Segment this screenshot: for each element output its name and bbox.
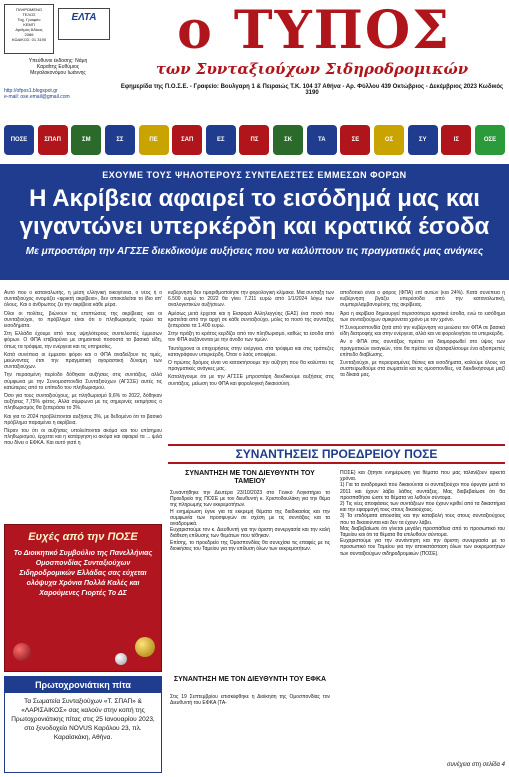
paragraph: αποδοτικό είναι ο φόρος (ΦΠΑ) επί αυτών (και 24%). Κατά συνέπεια η κυβέρνηση βγάζει υπερέσοδα από την καταναλωτική, συμπεριλαμβανομένης της ακρίβειας. [340,290,505,309]
union-logo-icon: ΣΕ [340,125,370,155]
paragraph: 1) Για τα αναδρομικά που δικαιούνται οι συνταξιούχοι που έφυγαν μετά το 2011 και έχουν λάβει λάθος συντάξεις. Μας διαβεβαίωσε ότι θα προσπαθήσει ώστε τα θέματα να λυθούν σύντομα. [340,482,505,501]
paragraph: Αυτό που ο καταναλωτής, η μέση ελληνική οικογένεια, ο νέος ή ο συνταξιούχος ονομάζει «φρικτή ακρίβεια», δεν αποκαλείται το ίδιο απ' όλους. Και ο άνθρωπος ζει την ακρίβεια κάθε μέρα. [4,290,162,309]
article-column-1 [4,290,162,520]
paragraph: Επίσης, το προεδρείο της Ομοσπονδίας θα συνεχίσει τις επαφές με τις διοικήσεις του Ταμείου για την επίλυση όλων των εκκρεμοτήτων. [170,539,330,552]
elta-stamp [58,8,110,40]
paragraph: κυβέρνηση δεν τιμαριθμοποίησε την φορολογική κλίμακα. Μια συνταξη των 6.500 ευρώ το 2022 θα γίνει 7.211 ευρώ από 1/1/2024 λόγω των αναλογιστικών αυξήσεων. [168,290,334,309]
union-logos-strip [4,122,505,158]
stamp-line: 2086 [24,32,34,37]
contacts-block [4,88,112,100]
stamp-line: ΚΩΔΙΚΟΣ: 01 3190 [11,37,47,42]
paragraph: Ευχαριστούμε για την συνάντηση και την άριστη συνεργασία με το προσωπικό του Ταμείου για την αποκατάσταση όλων των εκκρεμοτήτων των συνταξιούχων σιδηροδρομικών (ΠΟΣΕ). [340,538,505,557]
paragraph: Στην πράξη το κράτος κερδίζει από τον πληθωρισμό, καθώς τα έσοδα από τον ΦΠΑ αυξάνονται με την άνοδο των τιμών. [168,331,334,344]
union-logo-icon: ΟΣ [374,125,404,155]
greetings-title: Ευχές από την ΠΟΣΕ [28,531,138,543]
article-column-2 [168,290,334,420]
new-year-pie-box [4,676,162,773]
union-logo-icon: ΟΣΕ [475,125,505,155]
paragraph: Συναντήθηκε την Δευτέρα 23/10/2023 στο Γενικό Λογιστήριο το Προεδρείο της ΠΟΣΕ με τον διευθυντή κ. Χριστοδουλάκη για την θέμα της πληρωμής των εκκρεμοτήτων. [170,490,330,509]
union-logo-icon: ΤΑ [307,125,337,155]
meeting-1-text [170,490,330,675]
paragraph: Κατά συνέπεια οι έμμεσοι φόροι και ο ΦΠΑ αναδείζουν τις τιμές, μειώνοντας έτσι την πραγματική αγοραστική δύναμη των συνταξιούχων. [4,351,162,371]
headline-band [0,164,509,280]
headline-kicker: ΕΧΟΥΜΕ ΤΟΥΣ ΨΗΛΟΤΕΡΟΥΣ ΣΥΝΤΕΛΕΣΤΕΣ ΕΜΜΕΣΩΝ ΦΟΡΩΝ [102,170,407,180]
paragraph: Στις 19 Σεπτεμβρίου επισκέφθηκε η Διοίκηση της Ομοσπονδίας τον Διευθυντή του ΕΦΚΑ (ΤΑ- [170,694,330,707]
paragraph: Όσο για τους συνταξιούχους, με πληθωρισμό 9,6% το 2022, δόθηκαν αυξήσεις 7,75% φέτος. Αλλά σύμφωνα με τις σημερινές εκτιμήσεις ο πληθωρισμός θα ξεπεράσει το 3%. [4,393,162,412]
union-logo-icon: ΣΑΠ [172,125,202,155]
paragraph: Όλοι οι πολίτες, βιώνουν τις επιπτώσεις της ακρίβειας και οι συνταξιούχοι, το πρόβλημα είναι ότι ο πληθωρισμός τρώει τα εισοδήματα. [4,310,162,330]
stamp-line: ΤΕΛΟΣ [22,12,36,17]
meeting-2-text [170,694,330,754]
headline-deck: Με μπροστάρη την ΑΓΣΣΕ διεκδικούμε αυξήσεις που να καλύπτουν τις πραγματικές μας ανάγκες [25,246,484,257]
stamp-line: ΚΕΜΠ [23,22,35,27]
stamp-line: Αριθμός Άδειας [15,27,43,32]
paragraph: Ταυτόχρονα οι επιχειρήσεις στην ενέργεια, στα τρόφιμα και στις τράπεζες καταγράφουν υπερκέρδη. Όταν ο λαός υποφέρει. [168,345,334,358]
paragraph: Στη Ελλάδα έχουμε από τους υψηλότερους συντελεστές έμμεσων φόρων. Ο ΦΠΑ επιβαρύνει με σημαντικά ποσοστά τα βασικά είδη, όπως τα τρόφιμα, την ενέργεια και τις υπηρεσίες. [4,331,162,350]
paragraph: Η ενημέρωση έγινε για τα εκκρεμή θέματα της διαδικασίας και την συμφωνία των προσφυγών σε σχέση με τις συντάξεις και τα αναδρομικά. [170,508,330,528]
ornament-icon [13,643,31,661]
meeting-text-column [340,470,505,750]
paragraph: Πέραν του ότι οι αυξήσεις υπολείπονται ακόμα και του επίσημου πληθωρισμού, έρχεται και η κατάργηση κι ακόμα και αφαιρεί τα ... ψιλά που δίνει ο ΕΦΚΑ. Και αυτό γιατί η [4,428,162,447]
editor-line: Μεγαλοκονόμου Ιωάννης [30,70,86,76]
paragraph: Άρα η ακρίβεια δημιουργεί περισσότερα κρατικά έσοδα, ενώ το εισόδημα των συνταξιούχων σμικρύνεται χρόνο με τον χρόνο. [340,310,505,323]
paragraph: Η Συνομοσπονδία ζητά από την κυβέρνηση να μειώσει τον ΦΠΑ σε βασικά είδη διατροφής και στην ενέργεια, αλλά και να φορολογήσει τα υπερκέρδη. [340,325,505,338]
paragraph: Την περασμένη περίοδο δόθηκαν αυξήσεις στις συντάξεις, αλλά σύμφωνα με την Συνομοσπονδία Συνταξιούχων (ΑΓΣΣΕ) αυτές τις κατώτερες από το επίπεδο του πληθωρισμού. [4,372,162,391]
greetings-box [4,524,162,672]
ornament-icon [115,653,127,665]
contact-line: http://ofpos1.blogspot.gr [4,88,58,94]
masthead [0,0,509,117]
union-logo-icon: ΙΣ [441,125,471,155]
paragraph: ΠΟΣΕ) και ζήτησε ενημέρωση για θέματα που μας ταλανίζουν αρκετά χρόνια. [340,470,505,483]
newspaper-title: ο ΤΥΠΟΣ [177,0,451,61]
paragraph: Αν ο ΦΠΑ στις συντάξεις πρέπει να διαμορφωθεί στο ύψος των πραγματικών αναγκών, τότε θα πρέπει να εξασφαλίσουμε ένα αξιοπρεπές επίπεδο διαβίωσης. [340,339,505,358]
paragraph: Ο πρώτος δρόμος είναι να κατακτήσουμε την αύξηση που θα καλύπτει τις πραγματικές ανάγκες μας. [168,360,334,373]
meetings-section-title: ΣΥΝΑΝΤΗΣΕΙΣ ΠΡΟΕΔΡΕΙΟΥ ΠΟΣΕ [168,444,505,464]
article-column-3 [340,290,505,440]
main-headline: Η Ακρίβεια αφαιρεί το εισόδημά μας και γιγαντώνει υπερκέρδη και κρατικά έσοδα [19,185,490,240]
ornament-icon [135,637,155,657]
paragraph: Αμέσως μετά έρχεται και η Εισφορά Αλληλεγγύης (ΕΑΣ) ένα ποσό που κρατείται από την αρχή σε κάθε συνταξιούχο, μόλις το ποσό της συνταξης ξεπεράσει τα 1.400 ευρώ. [168,310,334,330]
contact-line: e-mail: ose.email@gmail.com [4,94,70,100]
newspaper-subtitle: των Συνταξιούχων Σιδηροδρομικών [155,60,469,78]
postage-stamp [4,4,54,54]
union-logo-icon: ΣΚ [273,125,303,155]
paragraph: Καταλήγουμε ότι με την ΑΓΣΣΕ μπροστάρη διεκδικούμε αυξήσεις στις συντάξεις, μείωση του ΦΠΑ και φορολογική δικαιοσύνη. [168,374,334,387]
event-text: Τα Σωματεία Συνταξιούχων «Τ. ΣΠΑΠ» & «ΛΑΡΙΣΑΙΚΟΣ» σας καλούν στην κοπή της Πρωτοχρονιάτικης πίτας στις 25 Ιανουαρίου 2023, στο ξενοδοχείο NOVUS Καρόλου 23, πλ. Καραϊσκάκη, Αθήνα. [11,698,155,741]
issue-line: Εφημερίδα της Π.Ο.Σ.Ε. - Γραφείο: Βουλγαρη 1 & Πειραιώς Τ.Κ. 104 37 Αθήνα - Αρ. Φύλλου 439 Οκτώβριος - Δεκέμβριος 2023 Κωδικός 3190 [120,84,504,96]
continued-note: συνέχεια στη σελίδα 4 [446,762,505,768]
union-logo-icon: ΕΣ [206,125,236,155]
paragraph: Μας διαβεβαίωσε ότι γίνεται μεγάλη προσπάθεια από το προσωπικό του Ταμείου και ότι τα θέματα θα επιλυθούν σύντομα. [340,525,505,539]
union-logo-icon: ΣΠΑΠ [38,125,68,155]
paragraph: Συνταξιούχοι, με περιορισμένες θέσεις και εισοδήματα, καλούμε όλους να συσπειρωθούμε στα σωματεία και τις ομοσπονδίες, να διεκδικήσουμε μαζί τα δίκαιά μας. [340,360,505,379]
union-logo-icon: ΠΣ [239,125,269,155]
editors-block [4,58,112,76]
paragraph: 3) Τα επιδόματα απουσίας και την καταβολή τους στους συνταξιούχους που τα δικαιούνται και δεν τα έχουν λάβει. [340,513,505,526]
union-logo-icon: ΣΜ [71,125,101,155]
stamp-line: ΠΛΗΡΩΜΕΝΟ [15,7,43,12]
union-logo-icon: ΠΟΣΕ [4,125,34,155]
editor-line: Υπεύθυνοι έκδοσης: Νάμη [28,58,88,64]
union-logo-icon: ΣΥ [408,125,438,155]
editor-line: Καραΐτης Ευθύμιος [36,64,80,70]
paragraph: 2) Τις νέες αποφάσεις των συντάξεων που έχουν κριθεί από τα δικαστήρια και την εφαρμογή τους στους δικαιούχους. [340,501,505,514]
paragraph: Και για το 2024 προβλέπονται αυξήσεις 3%, με δεδομένο ότι το βασικό πρόβλημα παραμένει η ακρίβεια. [4,413,162,426]
event-title: Πρωτοχρονιάτικη πίτα [5,677,161,693]
greetings-text: Το Διοικητικό Συμβούλιο της Πανελλήνιας Ομοσπονδίας Συνταξιούχων Σιδηροδρομικών Ελλάδας σας εύχεται ολόψυχα Χρόνια Πολλά Καλές και Χαρούμενες Γιορτές Το ΔΣ [13,550,153,597]
elta-logo: ΕΛΤΑ [71,12,97,23]
meeting-2-title: ΣΥΝΑΝΤΗΣΗ ΜΕ ΤΟΝ ΔΙΕΥΘΥΝΤΗ ΤΟΥ ΕΦΚΑ [173,676,327,683]
stamp-line: Ταχ. Γραφείο [17,17,41,22]
paragraph: Ευχαριστούμε τον κ. Διευθυντή για την άριστη συνεργασία και την καλή διάθεση επίλυσης των θεμάτων που τέθηκαν. [170,527,330,540]
meeting-1-title: ΣΥΝΑΝΤΗΣΗ ΜΕ ΤΟΝ ΔΙΕΥΘΥΝΤΗ ΤΟΥ ΤΑΜΕΙΟΥ [185,470,315,485]
union-logo-icon: ΣΣ [105,125,135,155]
union-logo-icon: ΠΕ [139,125,169,155]
